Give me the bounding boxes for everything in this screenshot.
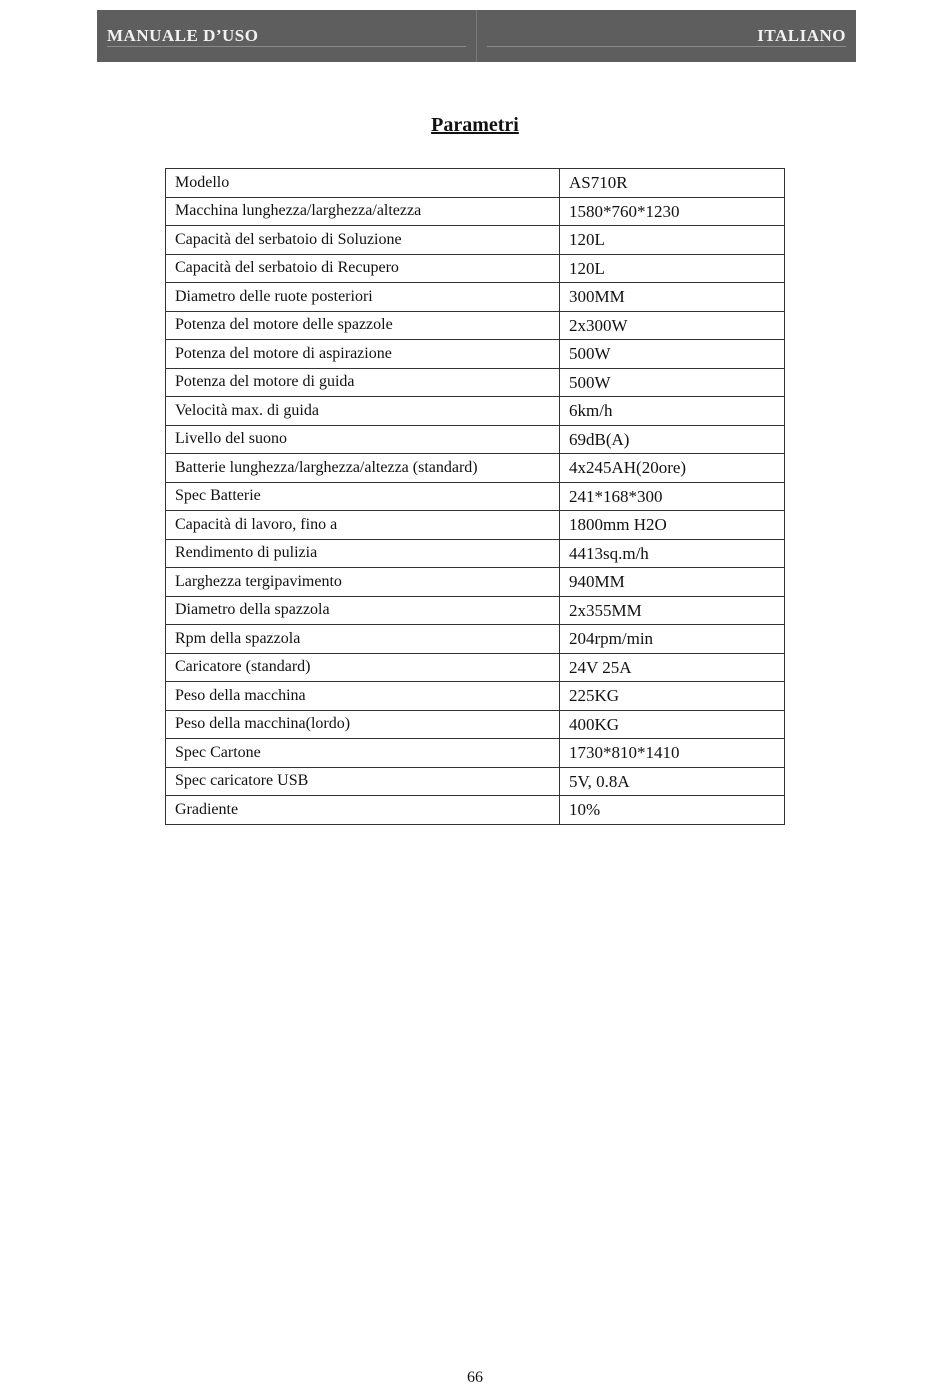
spec-label: Larghezza tergipavimento [166, 568, 560, 597]
table-row [166, 340, 785, 369]
spec-label: Gradiente [166, 796, 560, 825]
table-row [166, 625, 785, 654]
spec-label: Spec Batterie [166, 482, 560, 511]
spec-value: 4413sq.m/h [560, 539, 785, 568]
spec-label: Peso della macchina [166, 682, 560, 711]
table-row [166, 226, 785, 255]
table-row [166, 682, 785, 711]
spec-value: 69dB(A) [560, 425, 785, 454]
table-row [166, 796, 785, 825]
spec-label: Capacità del serbatoio di Recupero [166, 254, 560, 283]
table-row [166, 739, 785, 768]
spec-value: 120L [560, 226, 785, 255]
spec-label: Diametro della spazzola [166, 596, 560, 625]
spec-value: 500W [560, 368, 785, 397]
spec-value: 241*168*300 [560, 482, 785, 511]
spec-label: Rpm della spazzola [166, 625, 560, 654]
page-header [97, 10, 856, 62]
header-rule [487, 46, 846, 47]
spec-value: 2x300W [560, 311, 785, 340]
table-row [166, 254, 785, 283]
table-row [166, 767, 785, 796]
spec-value: 300MM [560, 283, 785, 312]
table-row [166, 710, 785, 739]
table-row [166, 397, 785, 426]
page-number: 66 [467, 1369, 483, 1386]
spec-label: Macchina lunghezza/larghezza/altezza [166, 197, 560, 226]
specs-table [165, 168, 785, 825]
spec-value: 24V 25A [560, 653, 785, 682]
spec-value: 1580*760*1230 [560, 197, 785, 226]
spec-label: Potenza del motore di aspirazione [166, 340, 560, 369]
table-row [166, 368, 785, 397]
spec-value: 5V, 0.8A [560, 767, 785, 796]
language-label: ITALIANO [757, 26, 846, 45]
spec-value: 940MM [560, 568, 785, 597]
header-right-cell [477, 10, 856, 62]
spec-value: 225KG [560, 682, 785, 711]
table-row [166, 197, 785, 226]
spec-label: Potenza del motore delle spazzole [166, 311, 560, 340]
spec-value: 120L [560, 254, 785, 283]
table-row [166, 653, 785, 682]
table-row [166, 425, 785, 454]
table-row [166, 568, 785, 597]
spec-label: Rendimento di pulizia [166, 539, 560, 568]
spec-label: Batterie lunghezza/larghezza/altezza (standard) [166, 454, 560, 483]
table-row [166, 482, 785, 511]
spec-value: 2x355MM [560, 596, 785, 625]
header-rule [107, 46, 466, 47]
table-row [166, 539, 785, 568]
spec-label: Spec caricatore USB [166, 767, 560, 796]
spec-value: AS710R [560, 169, 785, 198]
spec-label: Capacità di lavoro, fino a [166, 511, 560, 540]
spec-value: 204rpm/min [560, 625, 785, 654]
table-row [166, 454, 785, 483]
specs-table-body [166, 169, 785, 825]
spec-label: Capacità del serbatoio di Soluzione [166, 226, 560, 255]
spec-label: Caricatore (standard) [166, 653, 560, 682]
spec-label: Velocità max. di guida [166, 397, 560, 426]
spec-value: 1730*810*1410 [560, 739, 785, 768]
spec-value: 4x245AH(20ore) [560, 454, 785, 483]
spec-value: 6km/h [560, 397, 785, 426]
spec-label: Potenza del motore di guida [166, 368, 560, 397]
spec-label: Diametro delle ruote posteriori [166, 283, 560, 312]
page-title: Parametri [431, 114, 519, 136]
spec-label: Modello [166, 169, 560, 198]
spec-label: Spec Cartone [166, 739, 560, 768]
spec-value: 400KG [560, 710, 785, 739]
table-row [166, 169, 785, 198]
spec-label: Livello del suono [166, 425, 560, 454]
manual-title: MANUALE D’USO [107, 26, 259, 45]
header-left-cell [97, 10, 477, 62]
table-row [166, 511, 785, 540]
spec-label: Peso della macchina(lordo) [166, 710, 560, 739]
table-row [166, 596, 785, 625]
table-row [166, 283, 785, 312]
spec-value: 500W [560, 340, 785, 369]
table-row [166, 311, 785, 340]
spec-value: 10% [560, 796, 785, 825]
spec-value: 1800mm H2O [560, 511, 785, 540]
